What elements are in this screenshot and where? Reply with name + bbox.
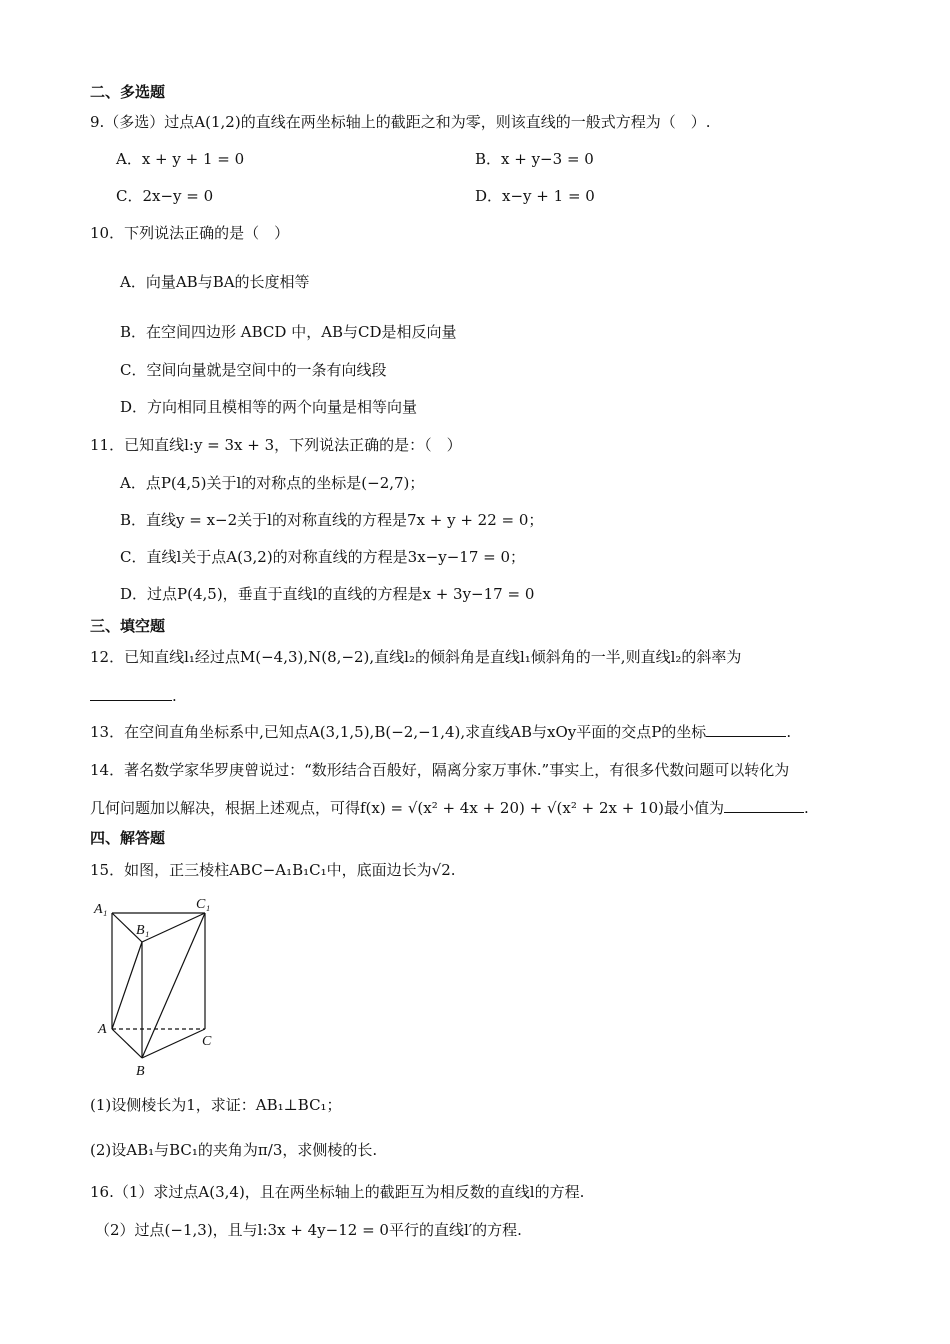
question-14-line-2: 几何问题加以解决，根据上述观点，可得f(x) = √(x² + 4x + 20) + √(x² + 2x + 10)最小值为 (90, 799, 724, 817)
question-10-stem: 10．下列说法正确的是（ ） (90, 224, 290, 242)
question-10-option-d: D．方向相同且模相等的两个向量是相等向量 (120, 398, 418, 416)
label-c1: C₁ (196, 897, 211, 912)
section-solve: 四、解答题 (90, 829, 166, 847)
question-15-part-1: (1)设侧棱长为1，求证：AB₁⊥BC₁； (90, 1096, 342, 1114)
question-15-part-2: (2)设AB₁与BC₁的夹角为π/3，求侧棱的长. (90, 1141, 378, 1159)
question-10-option-b: B．在空间四边形 ABCD 中，AB与CD是相反向量 (120, 323, 457, 341)
question-14-line-2-wrap: 几何问题加以解决，根据上述观点，可得f(x) = √(x² + 4x + 20) + √(x² + 2x + 10)最小值为 . (90, 799, 809, 817)
question-9-option-a: A．x + y + 1 = 0 (116, 150, 245, 168)
label-c: C (202, 1034, 212, 1049)
answer-blank[interactable] (90, 686, 172, 701)
question-16-part-2: （2）过点(−1,3)，且与l:3x + 4y−12 = 0平行的直线l′的方程. (95, 1221, 522, 1239)
label-a: A (98, 1022, 107, 1037)
question-9-stem: 9.（多选）过点A(1,2)的直线在两坐标轴上的截距之和为零，则该直线的一般式方程为（ ）. (90, 113, 711, 131)
answer-blank[interactable] (706, 722, 786, 737)
edge-ab (112, 1029, 142, 1058)
question-11-stem: 11．已知直线l:y = 3x + 3，下列说法正确的是：（ ） (90, 436, 462, 454)
edge-bc (142, 1029, 205, 1058)
question-10-option-a: A．向量AB与BA的长度相等 (120, 273, 310, 291)
segment-ab1 (112, 942, 142, 1029)
question-9-option-b: B．x + y−3 = 0 (475, 150, 594, 168)
answer-blank[interactable] (724, 798, 804, 813)
edge-b1c1 (142, 913, 205, 942)
section-multiple-choice: 二、多选题 (90, 83, 166, 101)
section-fill-in: 三、填空题 (90, 617, 166, 635)
question-9-option-d: D．x−y + 1 = 0 (475, 187, 595, 205)
question-14-line-1: 14．著名数学家华罗庚曾说过：“数形结合百般好，隔离分家万事休.”事实上，有很多代数问题可以转化为 (90, 761, 790, 779)
question-13-line: 13．在空间直角坐标系中,已知点A(3,1,5),B(−2,−1,4),求直线AB与xOy平面的交点P的坐标 . (90, 723, 792, 741)
question-11-option-c: C．直线l关于点A(3,2)的对称直线的方程是3x−y−17 = 0； (120, 548, 526, 566)
question-9-option-c: C．2x−y = 0 (116, 187, 214, 205)
question-10-option-c: C．空间向量就是空间中的一条有向线段 (120, 361, 387, 379)
prism-figure (90, 895, 230, 1080)
label-a1: A₁ (94, 902, 108, 917)
label-b1: B₁ (136, 923, 150, 938)
question-15-stem: 15．如图，正三棱柱ABC−A₁B₁C₁中，底面边长为√2. (90, 861, 456, 879)
question-12-stem: 12．已知直线l₁经过点M(−4,3),N(8,−2),直线l₂的倾斜角是直线l₁倾斜角的一半,则直线l₂的斜率为 (90, 648, 742, 666)
question-12-answer-line: . (90, 686, 177, 706)
question-11-option-d: D．过点P(4,5)，垂直于直线l的直线的方程是x + 3y−17 = 0 (120, 585, 535, 603)
question-11-option-a: A．点P(4,5)关于l的对称点的坐标是(−2,7)； (120, 474, 425, 492)
question-13-stem: 13．在空间直角坐标系中,已知点A(3,1,5),B(−2,−1,4),求直线AB与xOy平面的交点P的坐标 (90, 723, 707, 741)
question-16-part-1: 16.（1）求过点A(3,4)，且在两坐标轴上的截距互为相反数的直线l的方程. (90, 1183, 585, 1201)
label-b: B (136, 1064, 145, 1079)
segment-bc1 (142, 913, 205, 1058)
question-11-option-b: B．直线y = x−2关于l的对称直线的方程是7x + y + 22 = 0； (120, 511, 544, 529)
